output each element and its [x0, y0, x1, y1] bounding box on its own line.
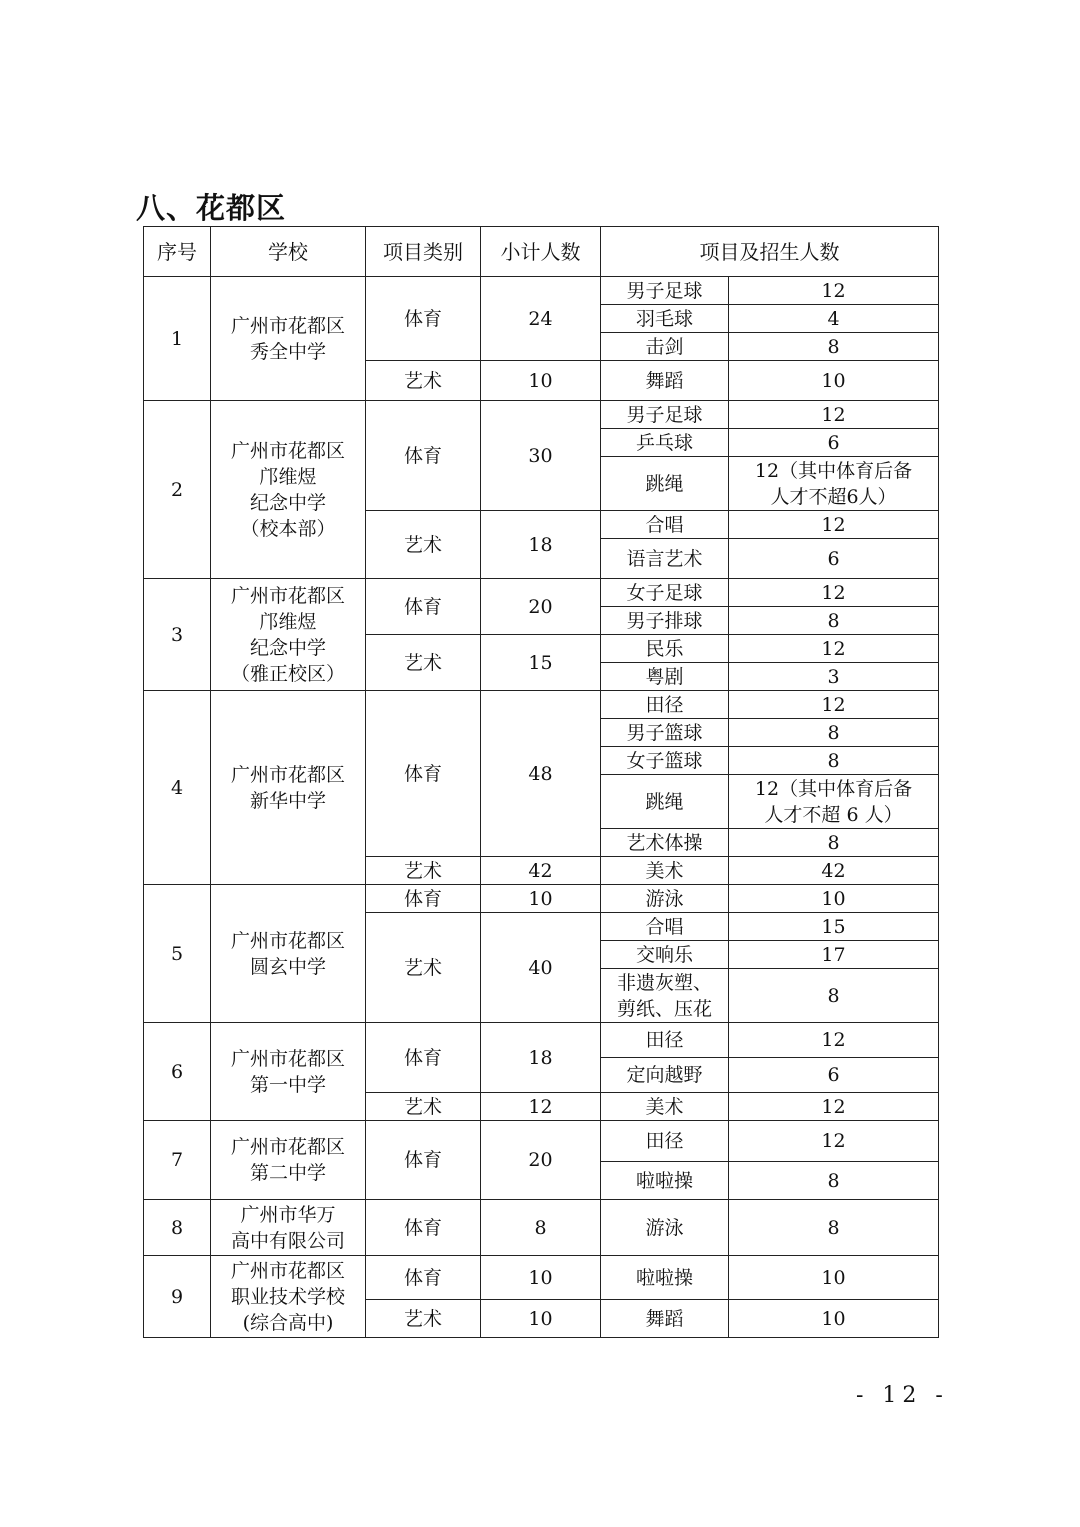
section-title: 八、花都区 [136, 191, 287, 225]
header-items: 项目及招生人数 [601, 227, 939, 277]
item-name: 合唱 [601, 511, 729, 539]
item-count: 15 [729, 913, 939, 941]
item-name: 粤剧 [601, 663, 729, 691]
item-name: 啦啦操 [601, 1162, 729, 1200]
school-no: 6 [144, 1023, 211, 1121]
header-school: 学校 [211, 227, 366, 277]
category-type: 体育 [366, 1121, 481, 1200]
category-subtotal: 20 [481, 579, 601, 635]
item-count: 8 [729, 747, 939, 775]
school-no: 3 [144, 579, 211, 691]
item-name: 民乐 [601, 635, 729, 663]
item-count: 10 [729, 1300, 939, 1338]
category-subtotal: 12 [481, 1093, 601, 1121]
item-count: 12 [729, 1093, 939, 1121]
item-name: 乒乓球 [601, 429, 729, 457]
item-count: 10 [729, 361, 939, 401]
item-name: 舞蹈 [601, 1300, 729, 1338]
category-subtotal: 30 [481, 401, 601, 511]
item-count: 8 [729, 969, 939, 1023]
category-type: 体育 [366, 277, 481, 361]
item-count: 17 [729, 941, 939, 969]
category-type: 体育 [366, 579, 481, 635]
item-name: 男子篮球 [601, 719, 729, 747]
school-name: 广州市花都区 圆玄中学 [211, 885, 366, 1023]
item-count: 4 [729, 305, 939, 333]
school-no: 9 [144, 1256, 211, 1338]
item-count: 42 [729, 857, 939, 885]
category-type: 艺术 [366, 1300, 481, 1338]
header-subtotal: 小计人数 [481, 227, 601, 277]
item-name: 语言艺术 [601, 539, 729, 579]
item-name: 游泳 [601, 885, 729, 913]
school-name: 广州市花都区 第一中学 [211, 1023, 366, 1121]
item-name: 田径 [601, 691, 729, 719]
category-type: 艺术 [366, 511, 481, 579]
item-name: 女子足球 [601, 579, 729, 607]
item-name: 跳绳 [601, 775, 729, 829]
school-name: 广州市花都区 秀全中学 [211, 277, 366, 401]
item-name: 美术 [601, 1093, 729, 1121]
header-no: 序号 [144, 227, 211, 277]
item-name: 男子足球 [601, 277, 729, 305]
category-type: 艺术 [366, 857, 481, 885]
school-no: 5 [144, 885, 211, 1023]
school-name: 广州市华万 高中有限公司 [211, 1200, 366, 1256]
item-name: 舞蹈 [601, 361, 729, 401]
item-name: 啦啦操 [601, 1256, 729, 1300]
item-count: 3 [729, 663, 939, 691]
item-count: 6 [729, 1058, 939, 1093]
item-count: 8 [729, 719, 939, 747]
category-type: 体育 [366, 691, 481, 857]
item-name: 交响乐 [601, 941, 729, 969]
item-count: 6 [729, 539, 939, 579]
item-count: 8 [729, 1162, 939, 1200]
item-count: 8 [729, 607, 939, 635]
category-type: 体育 [366, 1200, 481, 1256]
school-no: 1 [144, 277, 211, 401]
header-category: 项目类别 [366, 227, 481, 277]
category-subtotal: 10 [481, 1256, 601, 1300]
item-name: 田径 [601, 1023, 729, 1058]
item-count: 12 [729, 511, 939, 539]
category-type: 体育 [366, 1256, 481, 1300]
category-type: 艺术 [366, 913, 481, 1023]
page-number: - 12 - [856, 1383, 949, 1408]
table-header-row [144, 227, 939, 277]
item-count: 12 [729, 401, 939, 429]
item-count: 8 [729, 1200, 939, 1256]
school-name: 广州市花都区 新华中学 [211, 691, 366, 885]
item-name: 非遗灰塑、 剪纸、压花 [601, 969, 729, 1023]
school-name: 广州市花都区 职业技术学校 (综合高中) [211, 1256, 366, 1338]
item-name: 合唱 [601, 913, 729, 941]
school-no: 2 [144, 401, 211, 579]
category-subtotal: 8 [481, 1200, 601, 1256]
item-name: 田径 [601, 1121, 729, 1162]
enrollment-table [143, 226, 939, 1338]
table-row [144, 1256, 939, 1300]
category-subtotal: 18 [481, 1023, 601, 1093]
item-name: 跳绳 [601, 457, 729, 511]
category-type: 体育 [366, 401, 481, 511]
item-count: 12 [729, 691, 939, 719]
item-count: 8 [729, 829, 939, 857]
item-name: 击剑 [601, 333, 729, 361]
school-no: 7 [144, 1121, 211, 1200]
category-type: 艺术 [366, 1093, 481, 1121]
item-count: 12 [729, 1121, 939, 1162]
item-count: 12 [729, 277, 939, 305]
category-subtotal: 48 [481, 691, 601, 857]
table-row [144, 277, 939, 305]
category-subtotal: 40 [481, 913, 601, 1023]
category-subtotal: 24 [481, 277, 601, 361]
school-no: 8 [144, 1200, 211, 1256]
item-name: 游泳 [601, 1200, 729, 1256]
item-count: 12（其中体育后备 人才不超 6 人） [729, 775, 939, 829]
item-count: 12 [729, 635, 939, 663]
item-count: 8 [729, 333, 939, 361]
item-name: 男子排球 [601, 607, 729, 635]
category-subtotal: 10 [481, 361, 601, 401]
table-row [144, 1023, 939, 1058]
table-row [144, 1200, 939, 1256]
item-name: 美术 [601, 857, 729, 885]
item-name: 男子足球 [601, 401, 729, 429]
item-count: 12 [729, 1023, 939, 1058]
item-count: 12 [729, 579, 939, 607]
category-subtotal: 20 [481, 1121, 601, 1200]
category-type: 艺术 [366, 361, 481, 401]
school-no: 4 [144, 691, 211, 885]
item-name: 羽毛球 [601, 305, 729, 333]
item-count: 6 [729, 429, 939, 457]
table-row [144, 885, 939, 913]
category-subtotal: 15 [481, 635, 601, 691]
item-count: 10 [729, 885, 939, 913]
category-subtotal: 10 [481, 885, 601, 913]
table-row [144, 691, 939, 719]
category-type: 体育 [366, 1023, 481, 1093]
school-name: 广州市花都区 邝维煜 纪念中学 （雅正校区） [211, 579, 366, 691]
category-type: 体育 [366, 885, 481, 913]
school-name: 广州市花都区 邝维煜 纪念中学 （校本部） [211, 401, 366, 579]
table-row [144, 1121, 939, 1162]
category-subtotal: 10 [481, 1300, 601, 1338]
item-name: 女子篮球 [601, 747, 729, 775]
table-row [144, 401, 939, 429]
category-subtotal: 18 [481, 511, 601, 579]
table-body [144, 277, 939, 1338]
category-type: 艺术 [366, 635, 481, 691]
item-name: 定向越野 [601, 1058, 729, 1093]
item-count: 12（其中体育后备 人才不超6人） [729, 457, 939, 511]
item-name: 艺术体操 [601, 829, 729, 857]
table-row [144, 579, 939, 607]
category-subtotal: 42 [481, 857, 601, 885]
school-name: 广州市花都区 第二中学 [211, 1121, 366, 1200]
item-count: 10 [729, 1256, 939, 1300]
